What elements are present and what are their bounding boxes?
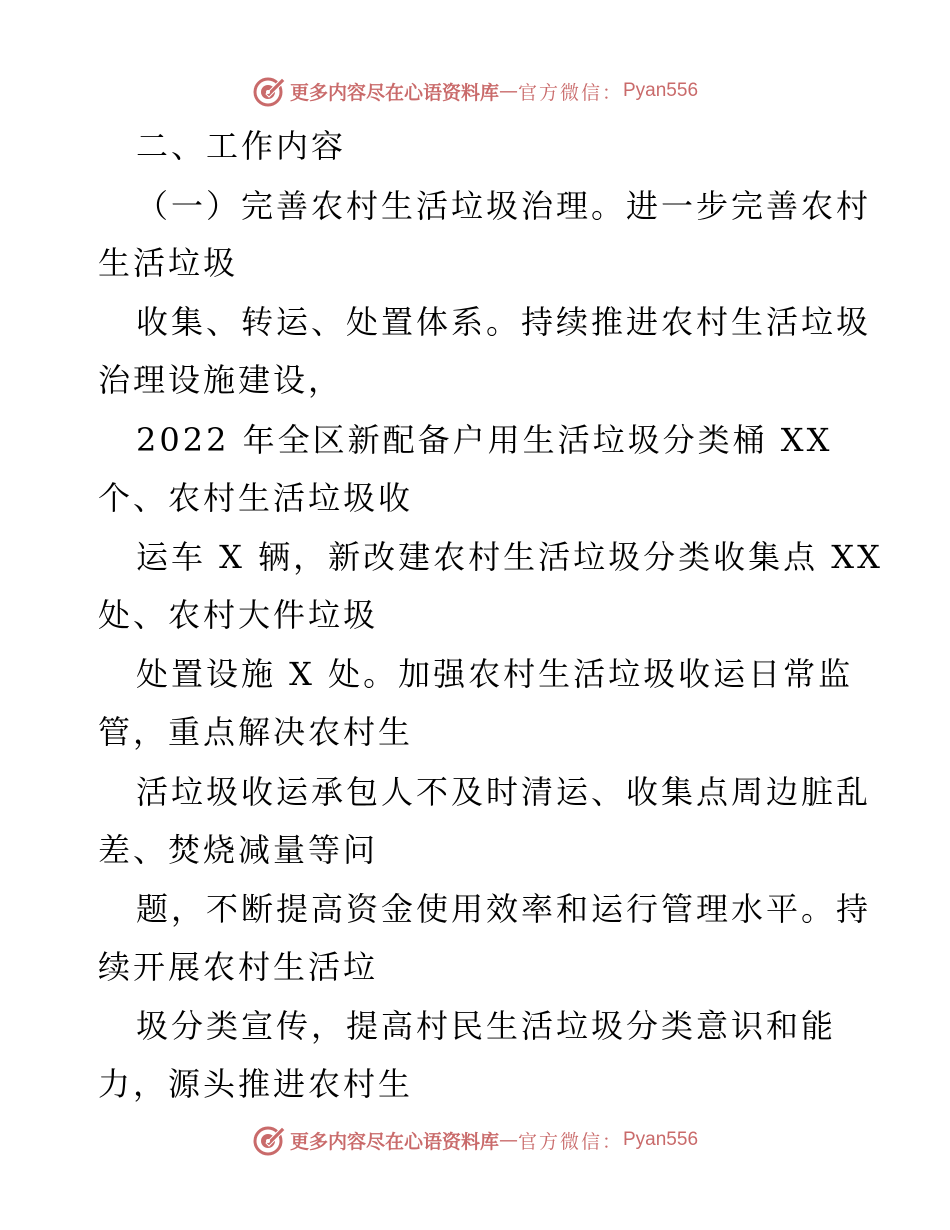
paragraph-line: 处、农村大件垃圾	[98, 596, 379, 634]
paragraph-line: （一）完善农村生活垃圾治理。进一步完善农村	[136, 187, 872, 225]
section-heading: 二、工作内容	[136, 127, 347, 165]
paragraph-line: 个、农村生活垃圾收	[98, 479, 414, 517]
footer-watermark-banner	[0, 1120, 950, 1160]
paragraph-line: 生活垃圾	[98, 244, 239, 282]
paragraph-line: 圾分类宣传，提高村民生活垃圾分类意识和能	[136, 1007, 837, 1045]
watermark-separator: —	[498, 1129, 518, 1151]
watermark-site-text: 更多内容尽在心语资料库	[289, 81, 499, 104]
watermark-wechat-id: Pyan556	[623, 1129, 699, 1150]
watermark-separator: —	[498, 80, 518, 102]
paragraph-line: 活垃圾收运承包人不及时清运、收集点周边脏乱	[136, 773, 872, 811]
watermark-site-text: 更多内容尽在心语资料库	[289, 1130, 499, 1153]
pen-nib-logo-icon	[252, 74, 286, 108]
watermark-wechat-label: 官方微信：	[517, 1130, 623, 1153]
paragraph-line: 收集、转运、处置体系。持续推进农村生活垃圾	[136, 303, 872, 341]
paragraph-line: 题，不断提高资金使用效率和运行管理水平。持	[136, 890, 872, 928]
paragraph-line: 治理设施建设，	[98, 361, 344, 399]
header-watermark-banner	[0, 71, 950, 111]
paragraph-line: 差、焚烧减量等问	[98, 831, 379, 869]
paragraph-line: 运车 X 辆，新改建农村生活垃圾分类收集点 XX	[136, 538, 883, 576]
watermark-wechat-label: 官方微信：	[517, 81, 623, 104]
paragraph-line: 力，源头推进农村生	[98, 1065, 414, 1103]
paragraph-line: 管，重点解决农村生	[98, 713, 414, 751]
paragraph-line: 续开展农村生活垃	[98, 948, 379, 986]
watermark-wechat-id: Pyan556	[623, 80, 699, 101]
paragraph-line: 处置设施 X 处。加强农村生活垃圾收运日常监	[136, 655, 854, 693]
pen-nib-logo-icon	[252, 1123, 286, 1157]
paragraph-line: 2022 年全区新配备户用生活垃圾分类桶 XX	[136, 421, 833, 459]
